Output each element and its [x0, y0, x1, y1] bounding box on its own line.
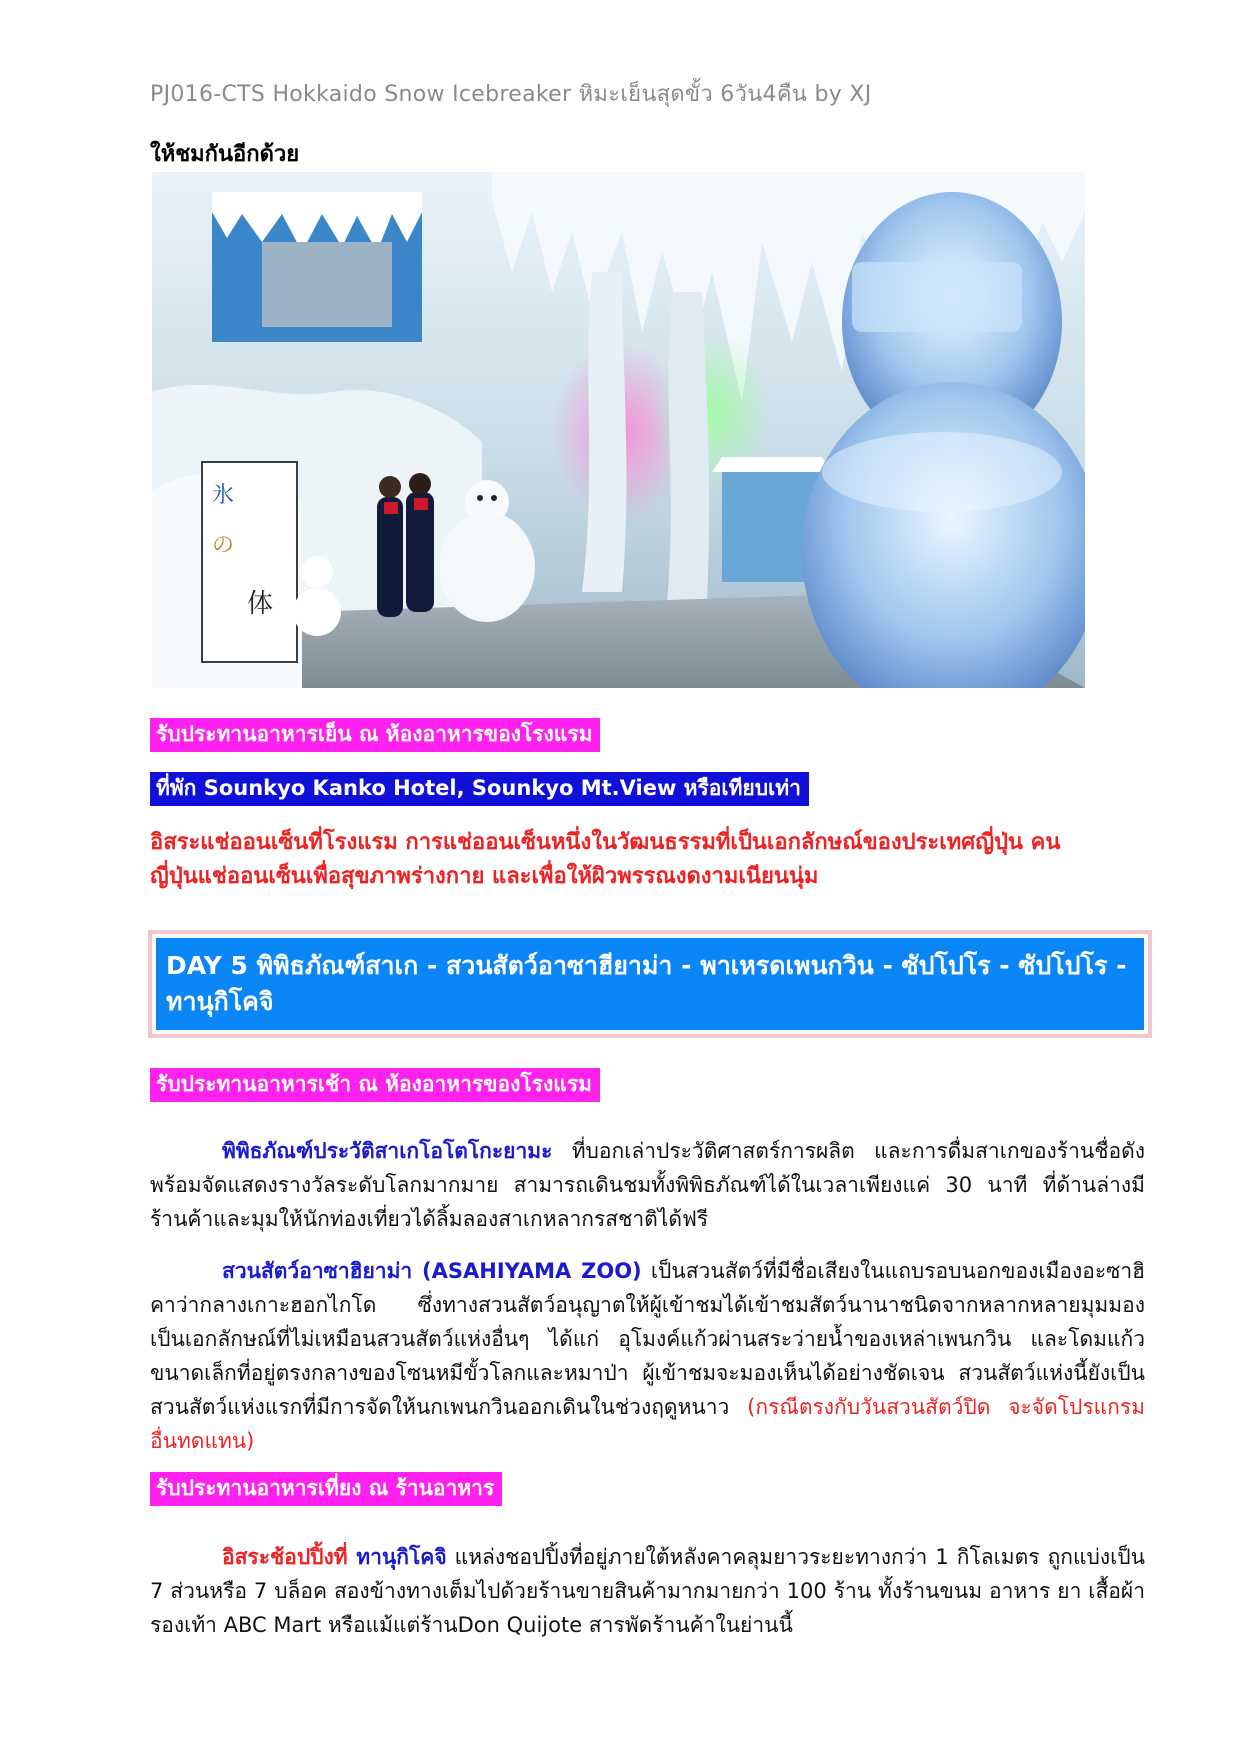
hotel-label: ที่พัก Sounkyo Kanko Hotel, Sounkyo Mt.View หรือเทียบเท่า [150, 772, 809, 806]
onsen-line-1: อิสระแช่ออนเซ็นที่โรงแรม การแช่ออนเซ็นหนึ่งในวัฒนธรรมที่เป็นเอกลักษณ์ของประเทศญี่ปุ่น คน [150, 830, 1061, 855]
day5-line-1: DAY 5 พิพิธภัณฑ์สาเก - สวนสัตว์อาซาฮียาม่า - พาเหรดเพนกวิน - ซัปโปโร - ซัปโปโร - [166, 951, 1127, 980]
breakfast-label: รับประทานอาหารเช้า ณ ห้องอาหารของโรงแรม [150, 1068, 600, 1102]
document-header: PJ016-CTS Hokkaido Snow Icebreaker หิมะเย็นสุดขั้ว 6วัน4คืน by XJ [150, 82, 872, 107]
shopping-text: แหล่งชอปปิ้งที่อยู่ภายใต้หลังคาคลุมยาวระยะทางกว่า 1 กิโลเมตร ถูกแบ่งเป็น 7 ส่วนหรือ 7 บล็อค สองข้างทางเต็มไปด้วยร้านขายสินค้ามากมายกว่า 100 ร้าน ทั้งร้านขนม อาหาร ยา เสื้อผ้า รองเท้า ABC Mart หรือแม้แต่ร้านDon Quijote สารพัดร้านค้าในย่านนี้ [150, 1545, 1145, 1637]
zoo-paragraph [150, 1254, 1145, 1458]
zoo-closed-note: (กรณีตรงกับวันสวนสัตว์ปิด จะจัดโปรแกรมอื่นทดแทน) [150, 1395, 1145, 1453]
svg-text:の: の [212, 533, 235, 558]
svg-text:体: 体 [247, 589, 274, 619]
sake-museum-text: ที่บอกเล่าประวัติศาสตร์การผลิต และการดื่มสาเกของร้านชื่อดัง พร้อมจัดแสดงรางวัลระดับโลกมากมาย สามารถเดินชมทั้งพิพิธภัณฑ์ได้ในเวลาเพียงแค่ 30 นาที ที่ด้านล่างมีร้านค้าและมุมให้นักท่องเที่ยวได้ลิ้มลองสาเกหลากรสชาติได้ฟรี [150, 1139, 1145, 1231]
day5-line-2: ทานุกิโคจิ [166, 987, 274, 1016]
sake-museum-paragraph [150, 1134, 1145, 1236]
ice-cave-photo [152, 172, 1085, 688]
dinner-label: รับประทานอาหารเย็น ณ ห้องอาหารของโรงแรม [150, 718, 600, 752]
day5-box [148, 930, 1152, 1038]
lunch-label: รับประทานอาหารเที่ยง ณ ร้านอาหาร [150, 1472, 502, 1506]
intro-text: ให้ชมกันอีกด้วย [150, 142, 300, 167]
onsen-line-2: ญี่ปุ่นแช่ออนเซ็นเพื่อสุขภาพร่างกาย และเพื่อให้ผิวพรรณงดงามเนียนนุ่ม [150, 864, 819, 889]
zoo-title: สวนสัตว์อาซาฮิยาม่า (ASAHIYAMA ZOO) [222, 1259, 642, 1283]
onsen-paragraph [150, 826, 1110, 894]
shopping-paragraph [150, 1540, 1145, 1642]
svg-text:氷: 氷 [212, 483, 235, 508]
tanukikoji-title: ทานุกิโคจิ [347, 1545, 447, 1569]
zoo-text: เป็นสวนสัตว์ที่มีชื่อเสียงในแถบรอบนอกของเมืองอะซาฮิคาว่ากลางเกาะฮอกไกโด ซึ่งทางสวนสัตว์อนุญาตให้ผู้เข้าชมได้เข้าชมสัตว์นานาชนิดจากหลากหลายมุมมอง เป็นเอกลักษณ์ที่ไม่เหมือนสวนสัตว์แห่งอื่นๆ ได้แก่ อุโมงค์แก้วผ่านสระว่ายน้ำของเหล่าเพนกวิน และโดมแก้วขนาดเล็กที่อยู่ตรงกลางของโซนหมีขั้วโลกและหมาป่า ผู้เข้าชมจะมองเห็นได้อย่างชัดเจน สวนสัตว์แห่งนี้ยังเป็นสวนสัตว์แห่งแรกที่มีการจัดให้นกเพนกวินออกเดินในช่วงฤดูหนาว [150, 1259, 1146, 1419]
sake-museum-title: พิพิธภัณฑ์ประวัติสาเกโอโตโกะยามะ [222, 1139, 553, 1163]
shopping-free-label: อิสระช้อปปิ้งที่ [222, 1545, 348, 1569]
day5-heading [156, 938, 1144, 1030]
